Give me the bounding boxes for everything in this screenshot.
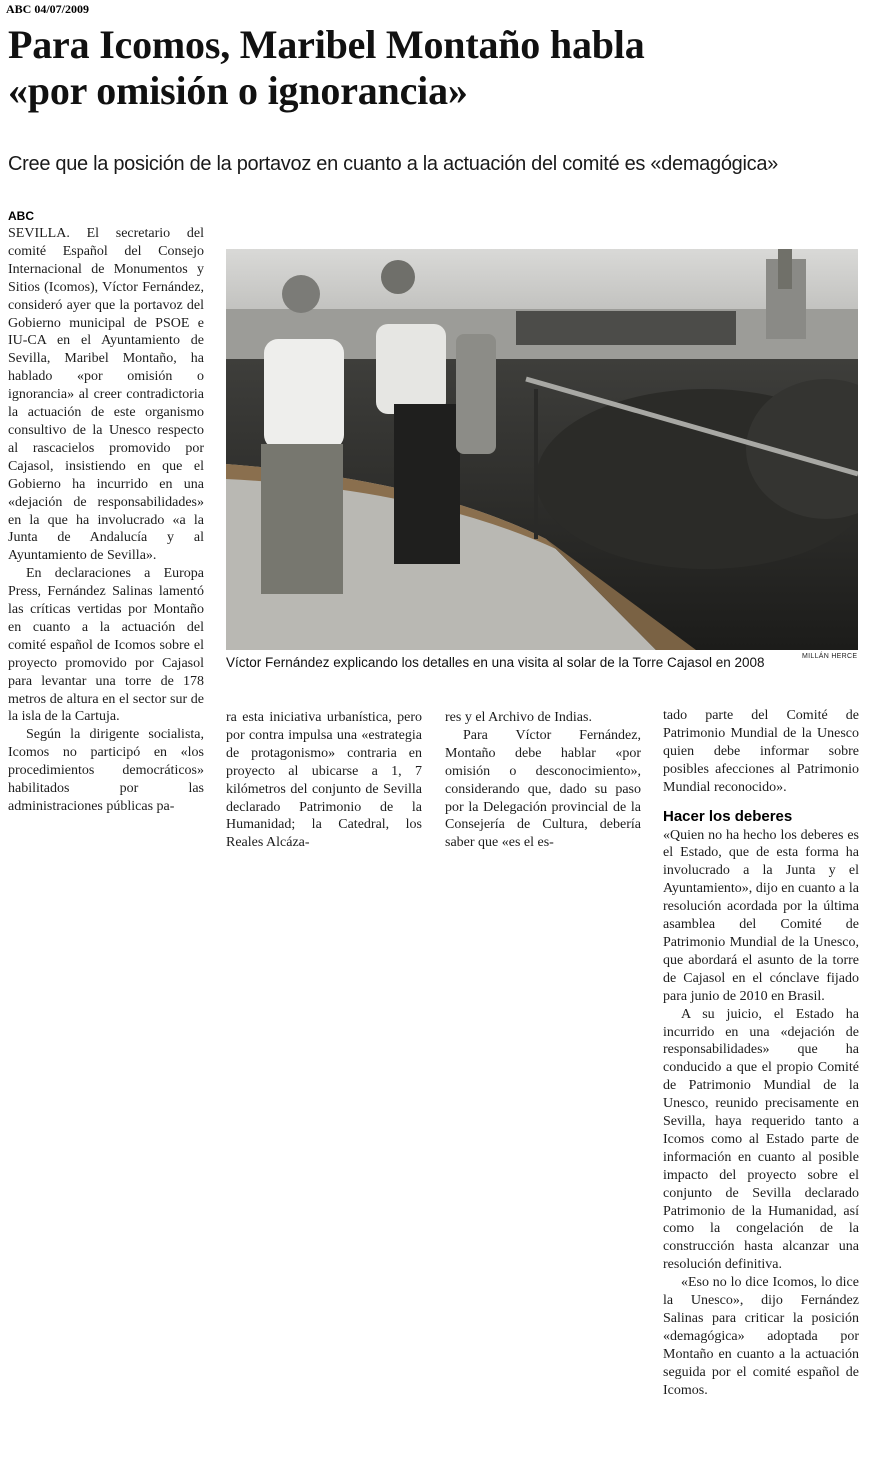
paragraph-3-part-2: ra esta iniciativa urbanística, pero por contra impulsa una «estrategia de protagonismo» contraria en proyecto al ubicarse a 1, 7 kilómetros del conjunto de Sevilla declarado Patrimonio de la Humanidad; la Catedral, los Reales Alcáza-	[226, 710, 422, 851]
paragraph-1: SEVILLA. El secretario del comité Español del Consejo Internacional de Monumentos y Sitios (Icomos), Víctor Fernández, consideró ayer que la portavoz del Gobierno municipal de PSOE e IU-CA en el Ayuntamiento de Sevilla, Maribel Montaño, ha hablado «por omisión o ignorancia» al creer contradictoria la actuación de este organismo consultivo de la Unesco respecto al rascacielos promovido por Cajasol, insistiendo en que el Gobierno ha incurrido en una «dejación de responsabilidades» en la que ha involucrado «a la Junta de Andalucía y al Ayuntamiento de Sevilla».	[8, 226, 204, 564]
article-photo	[226, 249, 858, 650]
paragraph-5: «Quien no ha hecho los deberes es el Estado, que de esta forma ha involucrado a la Junta y el Ayuntamiento», dijo en cuanto a la resolución acordada por la última asamblea del Comité de Patrimonio Mundial de la Unesco, que abordará el asunto de la torre de Cajasol en el cónclave fijado para junio de 2010 en Brasil.	[663, 827, 859, 1004]
headline	[8, 22, 868, 114]
photo-illustration	[226, 249, 858, 650]
column-2	[226, 709, 422, 852]
column-4	[663, 707, 859, 1400]
byline: ABC	[8, 209, 34, 223]
paragraph-6: A su juicio, el Estado ha incurrido en una «dejación de responsabilidades» que ha conducido a que el propio Comité de Patrimonio Mundial de la Unesco, reunido precisamente en Sevilla, haya requerido tanto a Icomos como al Estado parte de información en cuanto al posible impacto del proyecto sobre el conjunto de Sevilla declarado Patrimonio de la Humanidad, así como la congelación de la construcción hasta alcanzar una resolución definitiva.	[663, 1006, 859, 1273]
dateline: ABC 04/07/2009	[6, 2, 90, 16]
paragraph-4-part-2: tado parte del Comité de Patrimonio Mundial de la Unesco quien debe informar sobre posibles afecciones al Patrimonio Mundial reconocido».	[663, 708, 859, 795]
photo-caption: Víctor Fernández explicando los detalles en una visita al solar de la Torre Cajasol en 2008	[226, 655, 765, 670]
column-3	[445, 709, 641, 852]
headline-line-2: «por omisión o ignorancia»	[8, 68, 468, 113]
paragraph-2: En declaraciones a Europa Press, Fernández Salinas lamentó las críticas vertidas por Montaño en cuanto a la actuación del comité español de Icomos sobre el proyecto promovido por Cajasol para levantar una torre de 178 metros de altura en el sector sur de la isla de la Cartuja.	[8, 566, 204, 725]
paragraph-7: «Eso no lo dice Icomos, lo dice la Unesco», dijo Fernández Salinas para criticar la posición «demagógica» adoptada por Montaño en cuanto a la actuación seguida por el comité español de Icomos.	[663, 1275, 859, 1398]
column-1	[8, 209, 204, 816]
section-heading: Hacer los deberes	[663, 807, 793, 825]
paragraph-4-part-1: Para Víctor Fernández, Montaño debe hablar «por omisión o desconocimiento», considerando que, dado su paso por la Delegación provincial de la Consejería de Cultura, debería saber que «es el es-	[445, 727, 641, 851]
paragraph-3-part-1: Según la dirigente socialista, Icomos no participó en «los procedimientos democráticos» habilitados por las administraciones públicas pa-	[8, 727, 204, 814]
paragraph-3-part-3: res y el Archivo de Indias.	[445, 710, 592, 725]
headline-line-1: Para Icomos, Maribel Montaño habla	[8, 22, 645, 67]
subheadline: Cree que la posición de la portavoz en cuanto a la actuación del comité es «demagógica»	[8, 153, 778, 175]
photo-credit: MILLÁN HERCE	[802, 653, 858, 660]
